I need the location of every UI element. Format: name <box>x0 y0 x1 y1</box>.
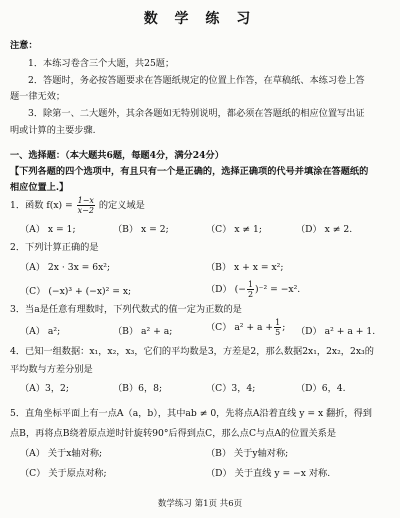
question-5-option-a: （A） 关于x轴对称; <box>20 448 103 459</box>
question-1-stem <box>10 196 145 216</box>
note-item-1: 1．本练习卷含三个大题，共25题； <box>28 58 175 69</box>
question-4-option-c: （C）3，4; <box>206 383 256 394</box>
question-2-option-d-denominator: 2 <box>247 290 254 299</box>
notes-label: 注意： <box>10 40 38 51</box>
question-2-option-d-numerator: 1 <box>247 280 254 289</box>
question-2-option-d-prefix: （D） (− <box>206 284 246 295</box>
section-heading: 一、选择题：（本大题共6题，每题4分，满分24分） <box>10 150 224 161</box>
question-3-option-c-prefix: （C） a² + a + <box>206 322 274 333</box>
question-3-option-c-numerator: 1 <box>275 318 281 327</box>
question-1-denominator: x−2 <box>77 206 94 215</box>
note-item-3: 3．除第一、二大题外，其余各题如无特别说明，都必须在答题纸的相应位置写出证 <box>28 108 365 119</box>
question-3-option-a: （A） a²; <box>20 326 61 337</box>
question-4-option-d: （D）6，4. <box>296 383 346 394</box>
question-2-option-d-suffix: )⁻² = −x². <box>255 284 301 295</box>
note-item-3-cont: 明或计算的主要步骤. <box>10 125 96 136</box>
question-1-option-a: （A） x = 1; <box>20 224 76 235</box>
question-2-option-d-fraction <box>247 280 254 299</box>
question-3-stem: 3．当a是任意有理数时，下列代数式的值一定为正数的是 <box>10 304 242 315</box>
question-1-suffix: 的定义域是 <box>98 200 145 211</box>
question-4-line1: 4．已知一组数据：x₁，x₂，x₃，它们的平均数是3，方差是2，那么数据2x₁，2x₂，2x₃的 <box>10 346 374 357</box>
question-2-option-b: （B） x + x = x²; <box>206 262 284 273</box>
question-1-prefix: 1．函数 f(x) = <box>10 200 73 211</box>
page-footer: 数学练习 第1页 共6页 <box>157 499 243 509</box>
question-5-line1: 5．直角坐标平面上有一点A（a，b），其中ab ≠ 0，先将点A沿着直线 y = x 翻折，得到 <box>10 408 372 419</box>
question-5-option-c: （C） 关于原点对称; <box>20 468 107 479</box>
question-4-option-a: （A）3，2; <box>20 383 69 394</box>
section-instruction-line1: 【下列各题的四个选项中，有且只有一个是正确的，选择正确项的代号并填涂在答题纸的 <box>10 166 369 177</box>
question-1-option-c: （C） x ≠ 1; <box>206 224 262 235</box>
question-1-numerator: 1−x <box>77 196 94 205</box>
question-3-option-c-fraction <box>274 318 281 337</box>
question-3-option-d: （D） a² + a + 1. <box>296 326 376 337</box>
note-item-2-cont: 题一律无效； <box>10 91 66 102</box>
question-2-stem: 2．下列计算正确的是 <box>10 242 99 253</box>
question-1-option-d: （D） x ≠ 2. <box>296 224 353 235</box>
question-5-option-d: （D） 关于直线 y = −x 对称. <box>206 468 331 479</box>
section-instruction-line2: 相应位置上.】 <box>10 182 69 193</box>
note-item-2: 2．答题时，务必按答题要求在答题纸规定的位置上作答，在草稿纸、本练习卷上答 <box>28 75 365 86</box>
question-2-option-c: （C） (−x)³ + (−x)² = x; <box>20 286 132 297</box>
question-3-option-b: （B） a² + a; <box>113 326 173 337</box>
question-2-option-a: （A） 2x · 3x = 6x²; <box>20 262 111 273</box>
question-3-option-c-suffix: ; <box>282 322 286 333</box>
question-2-option-d <box>206 280 300 300</box>
question-3-option-c <box>206 318 285 338</box>
question-4-option-b: （B）6，8; <box>113 383 163 394</box>
question-4-line2: 平均数与方差分别是 <box>10 364 93 375</box>
question-3-option-c-denominator: 5 <box>275 328 281 337</box>
question-1-fraction <box>77 196 95 215</box>
page-title: 数 学 练 习 <box>143 11 257 27</box>
question-5-option-b: （B） 关于y轴对称; <box>206 448 289 459</box>
question-1-option-b: （B） x = 2; <box>113 224 169 235</box>
question-5-line2: 点B，再将点B绕着原点逆时针旋转90°后得到点C，那么点C与点A的位置关系是 <box>10 428 337 439</box>
